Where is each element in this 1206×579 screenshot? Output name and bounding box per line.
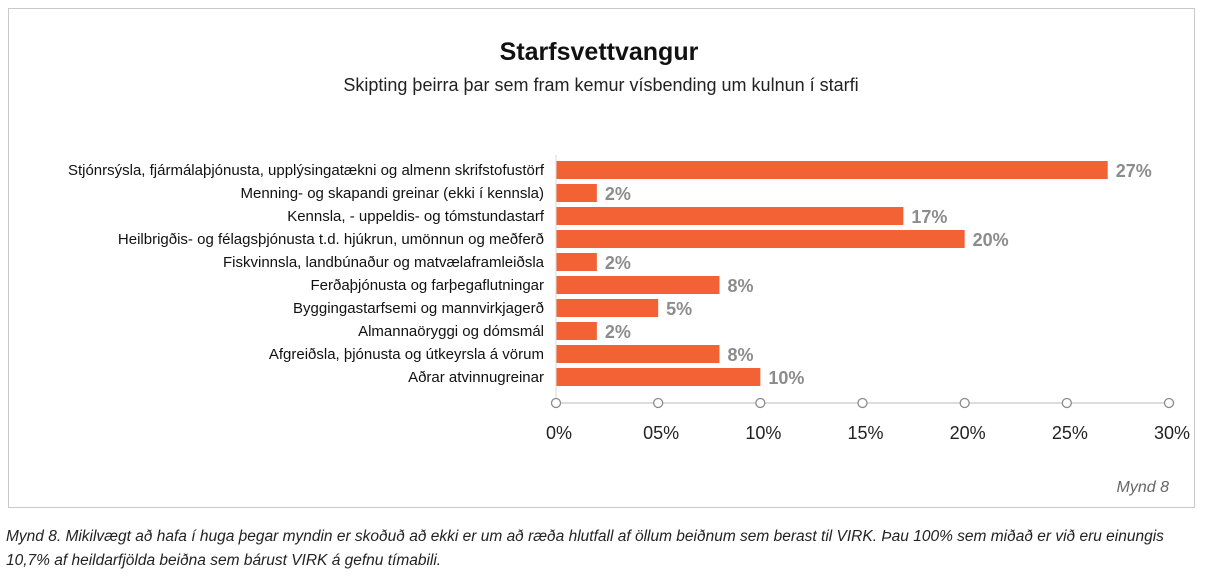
value-label: 20% (972, 230, 1009, 250)
category-label: Almannaöryggi og dómsmál (358, 323, 544, 340)
bar (556, 345, 719, 363)
x-tick-marker (654, 399, 663, 408)
x-tick-label: 20% (949, 423, 986, 443)
category-label: Byggingastarfsemi og mannvirkjagerð (293, 300, 544, 317)
value-label: 10% (768, 368, 805, 388)
bar (556, 253, 597, 271)
x-tick-marker (552, 399, 561, 408)
bar (556, 322, 597, 340)
value-label: 8% (727, 276, 754, 296)
x-tick-marker (858, 399, 867, 408)
category-labels (68, 162, 545, 386)
bar-chart (9, 9, 1196, 509)
x-tick-label: 10% (745, 423, 782, 443)
category-label: Fiskvinnsla, landbúnaður og matvælaframleiðsla (223, 254, 544, 271)
bar (556, 230, 965, 248)
value-label: 2% (604, 184, 631, 204)
bar (556, 161, 1108, 179)
value-label: 27% (1115, 161, 1152, 181)
bar (556, 276, 719, 294)
category-label: Kennsla, - uppeldis- og tómstundastarf (287, 208, 544, 225)
bar (556, 368, 760, 386)
figure-caption: Mynd 8. Mikilvægt að hafa í huga þegar myndin er skoðuð að ekki er um að ræða hlutfall af öllum beiðnum sem berast til VIRK. Þau 100% sem miðað er við eru einungis 10,7% af heildarfjölda beiðna sem bárust VIRK á gefnu tímabili. (6, 528, 1164, 569)
x-tick-label: 25% (1051, 423, 1088, 443)
bar (556, 207, 903, 225)
chart-title: Starfsvettvangur (499, 38, 699, 66)
x-tick-marker (1165, 399, 1174, 408)
value-label: 5% (666, 299, 693, 319)
x-tick-marker (960, 399, 969, 408)
value-label: 2% (604, 253, 631, 273)
bars (556, 161, 1108, 386)
x-tick-marker (756, 399, 765, 408)
x-tick-label: 15% (847, 423, 884, 443)
chart-frame (8, 8, 1195, 508)
x-tick-marker (1062, 399, 1071, 408)
figure-tag: Mynd 8 (1116, 479, 1169, 496)
category-label: Afgreiðsla, þjónusta og útkeyrsla á vörum (268, 346, 544, 363)
value-label: 8% (727, 345, 754, 365)
x-tick-label: 05% (643, 423, 680, 443)
category-label: Ferðaþjónusta og farþegaflutningar (310, 277, 544, 294)
category-label: Stjónrsýsla, fjármálaþjónusta, upplýsingatækni og almenn skrifstofustörf (67, 162, 544, 179)
x-tick-label: 0% (545, 423, 573, 443)
value-label: 17% (911, 207, 948, 227)
chart-subtitle: Skipting þeirra þar sem fram kemur vísbending um kulnun í starfi (343, 75, 859, 95)
x-tick-label: 30% (1153, 423, 1191, 443)
bar (556, 184, 597, 202)
category-label: Aðrar atvinnugreinar (408, 369, 544, 386)
category-label: Heilbrigðis- og félagsþjónusta t.d. hjúkrun, umönnun og meðferð (117, 231, 544, 248)
category-label: Menning- og skapandi greinar (ekki í kennsla) (240, 185, 544, 202)
bar (556, 299, 658, 317)
value-label: 2% (604, 322, 631, 342)
